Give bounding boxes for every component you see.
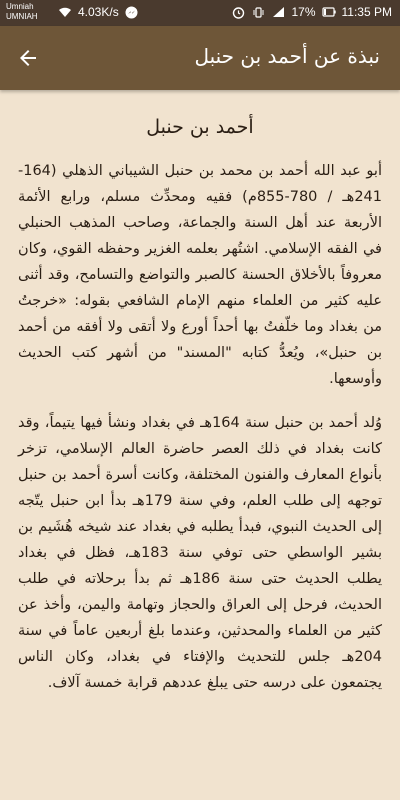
status-right bbox=[231, 5, 392, 19]
paragraph-biography: أبو عبد الله أحمد بن محمد بن حنبل الشيباني الذهلي (164-241هـ / 780-855م) فقيه ومحدِّث مسلم، ورابع الأئمة الأربعة عند أهل السنة والجماعة، وصاحب المذهب الحنبلي في الفقه الإسلامي. اشتُهر بعلمه الغزير وحفظه القوي، وكان معروفاً بالأخلاق الحسنة كالصبر والتواضع والتسامح، وقد أثنى عليه كثير من العلماء منهم الإمام الشافعي بقوله: «خرجتُ من بغداد وما خلّفتُ بها أحداً أورع ولا أتقى ولا أفقه من أحمد بن حنبل»، ويُعدُّ كتابه "المسند" من أشهر كتب الحديث وأوسعها. bbox=[18, 163, 382, 387]
messenger-icon bbox=[125, 5, 139, 19]
network-speed: 4.03K/s bbox=[78, 5, 119, 19]
paragraph-early-life: وُلد أحمد بن حنبل سنة 164هـ في بغداد ونشأ فيها يتيماً، وقد كانت بغداد في ذلك العصر حاضرة العالم الإسلامي، تزخر بأنواع المعارف والفنون المختلفة، وكانت أسرة أحمد بن حنبل توجهه إلى طلب العلم، وفي سنة 179هـ بدأ ابن حنبل يتّجه إلى الحديث النبوي، فبدأ يطلبه في بغداد عند شيخه هُشَيم بن بشير الواسطي حتى توفي سنة 183هـ، فظل في بغداد يطلب الحديث حتى سنة 186هـ ثم بدأ برحلاته في طلب الحديث، فرحل إلى العراق والحجاز وتهامة واليمن، وأخذ عن كثير من العلماء والمحدثين، وعندما بلغ أربعين عاماً في سنة 204هـ جلس للتحديث والإفتاء في بغداد، وكان الناس يجتمعون على درسه حتى يبلغ عددهم قرابة خمسة آلاف. bbox=[18, 415, 383, 691]
status-left bbox=[58, 5, 139, 19]
status-bar bbox=[0, 0, 400, 26]
carrier-line-2: UMNIAH bbox=[6, 12, 38, 21]
back-arrow-icon[interactable] bbox=[16, 46, 40, 70]
clock-time: 11:35 PM bbox=[341, 5, 392, 19]
signal-icon bbox=[271, 5, 285, 19]
app-bar bbox=[0, 26, 400, 90]
battery-icon bbox=[322, 5, 336, 19]
page-title: نبذة عن أحمد بن حنبل bbox=[194, 44, 380, 68]
vibrate-icon bbox=[251, 5, 265, 19]
battery-percent: 17% bbox=[291, 5, 316, 19]
carrier-info bbox=[6, 2, 38, 22]
article-heading: أحمد بن حنبل bbox=[146, 116, 254, 138]
carrier-line-1: Umniah bbox=[6, 2, 34, 11]
content-area[interactable] bbox=[0, 90, 400, 696]
alarm-icon bbox=[231, 5, 245, 19]
wifi-icon bbox=[58, 5, 72, 19]
